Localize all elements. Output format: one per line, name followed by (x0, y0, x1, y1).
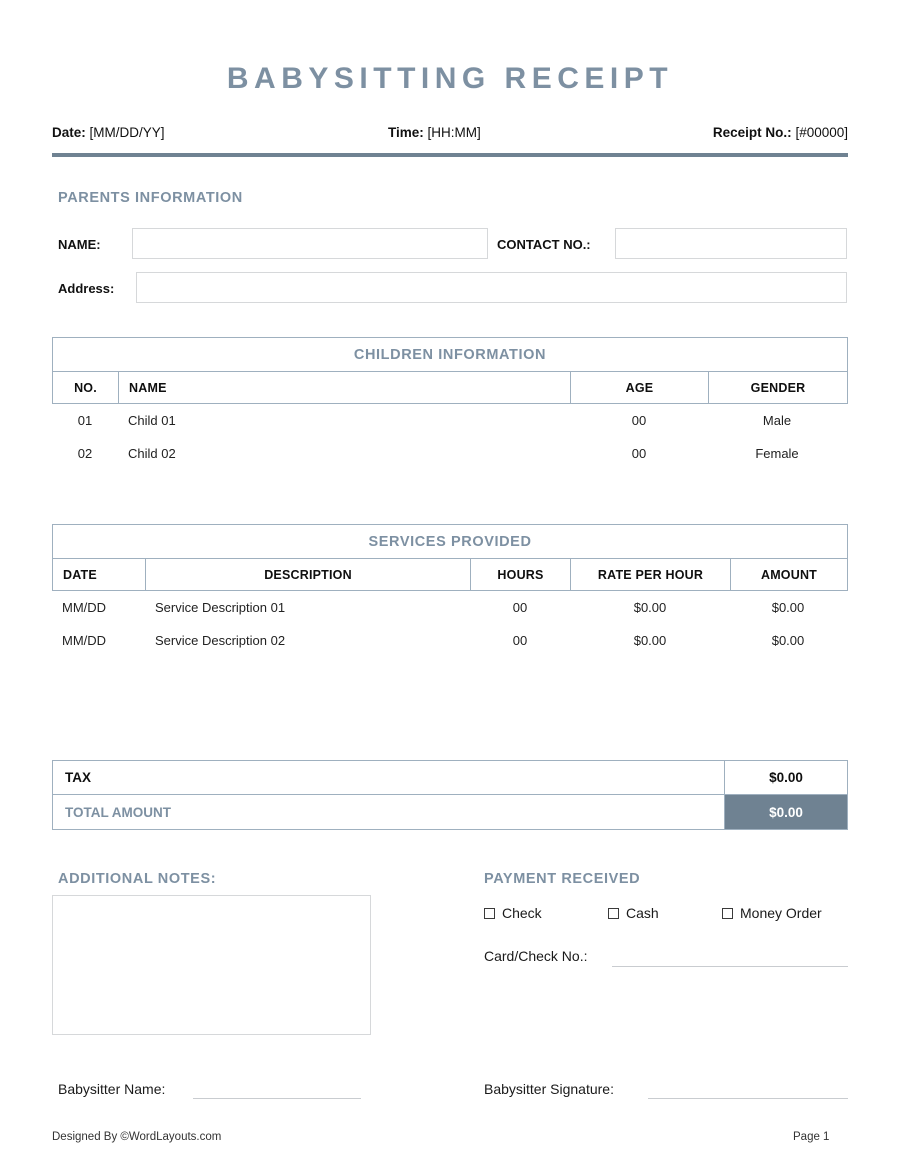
children-col-name: NAME (119, 372, 571, 403)
header-divider (52, 153, 848, 157)
child-name: Child 01 (128, 413, 176, 428)
parent-contact-input[interactable] (615, 228, 847, 259)
services-col-amount: AMOUNT (760, 567, 818, 582)
table-row[interactable] (52, 404, 848, 437)
header-meta-row (52, 125, 848, 145)
date-label: Date: (52, 125, 86, 140)
babysitter-signature-input[interactable] (648, 1098, 848, 1099)
table-row[interactable] (52, 591, 848, 624)
card-check-no-label: Card/Check No.: (484, 948, 588, 964)
total-amount-row (52, 795, 848, 830)
service-amount: $0.00 (771, 633, 805, 648)
receipt-no-value: [#00000] (795, 125, 848, 140)
payment-option-label: Check (502, 905, 542, 921)
service-rate: $0.00 (633, 633, 667, 648)
footer-page-number: Page 1 (793, 1131, 830, 1143)
service-date: MM/DD (62, 600, 107, 615)
service-hours: 00 (512, 600, 528, 615)
children-col-gender: GENDER (750, 380, 806, 395)
service-description: Service Description 01 (155, 600, 286, 615)
total-amount-value[interactable]: $0.00 (725, 795, 847, 829)
services-table-header (52, 558, 848, 591)
time-field[interactable] (388, 125, 481, 140)
date-value: [MM/DD/YY] (89, 125, 165, 140)
service-date: MM/DD (62, 633, 107, 648)
checkbox-icon[interactable] (608, 908, 619, 919)
child-no: 02 (77, 446, 93, 461)
tax-label: TAX (53, 761, 725, 794)
parent-address-input[interactable] (136, 272, 847, 303)
children-col-no: NO. (53, 372, 119, 403)
totals-section (52, 760, 848, 830)
children-col-age: AGE (571, 372, 709, 403)
payment-option-label: Cash (626, 905, 659, 921)
services-col-description: DESCRIPTION (146, 559, 471, 590)
child-no: 01 (77, 413, 93, 428)
total-amount-label: TOTAL AMOUNT (53, 795, 725, 829)
checkbox-icon[interactable] (484, 908, 495, 919)
services-provided-table (52, 524, 848, 657)
payment-option-money-order[interactable] (722, 905, 822, 921)
parent-contact-label: CONTACT NO.: (497, 237, 591, 252)
children-table-title: CHILDREN INFORMATION (52, 337, 848, 371)
parent-name-input[interactable] (132, 228, 488, 259)
receipt-no-field[interactable] (713, 125, 848, 140)
babysitter-signature-label: Babysitter Signature: (484, 1081, 614, 1097)
services-table-title: SERVICES PROVIDED (52, 524, 848, 558)
parent-name-label: NAME: (58, 237, 101, 252)
service-description: Service Description 02 (155, 633, 286, 648)
payment-received-heading: PAYMENT RECEIVED (484, 871, 641, 887)
service-rate: $0.00 (633, 600, 667, 615)
parents-information-heading: PARENTS INFORMATION (58, 190, 243, 206)
payment-option-check[interactable] (484, 905, 542, 921)
child-age: 00 (631, 413, 647, 428)
services-col-rate: RATE PER HOUR (571, 559, 731, 590)
table-row[interactable] (52, 624, 848, 657)
additional-notes-input[interactable] (52, 895, 371, 1035)
receipt-no-label: Receipt No.: (712, 125, 792, 140)
footer-credit: Designed By ©WordLayouts.com (52, 1131, 222, 1143)
table-row[interactable] (52, 437, 848, 470)
parent-address-label: Address: (58, 281, 115, 296)
card-check-no-input[interactable] (612, 966, 848, 967)
children-table-header (52, 371, 848, 404)
service-amount: $0.00 (771, 600, 805, 615)
date-field[interactable] (52, 125, 165, 140)
child-age: 00 (631, 446, 647, 461)
time-value: [HH:MM] (427, 125, 481, 140)
payment-option-label: Money Order (740, 905, 822, 921)
payment-option-cash[interactable] (608, 905, 659, 921)
additional-notes-heading: ADDITIONAL NOTES: (58, 871, 217, 887)
babysitter-name-input[interactable] (193, 1098, 361, 1099)
child-gender: Male (762, 413, 792, 428)
child-name: Child 02 (128, 446, 176, 461)
tax-value[interactable]: $0.00 (769, 770, 803, 785)
service-hours: 00 (512, 633, 528, 648)
checkbox-icon[interactable] (722, 908, 733, 919)
tax-row (52, 760, 848, 795)
babysitter-name-label: Babysitter Name: (58, 1081, 166, 1097)
services-col-hours: HOURS (471, 559, 571, 590)
children-information-table (52, 337, 848, 470)
child-gender: Female (755, 446, 799, 461)
services-col-date: DATE (53, 559, 146, 590)
page-title: BABYSITTING RECEIPT (226, 62, 674, 95)
time-label: Time: (388, 125, 424, 140)
